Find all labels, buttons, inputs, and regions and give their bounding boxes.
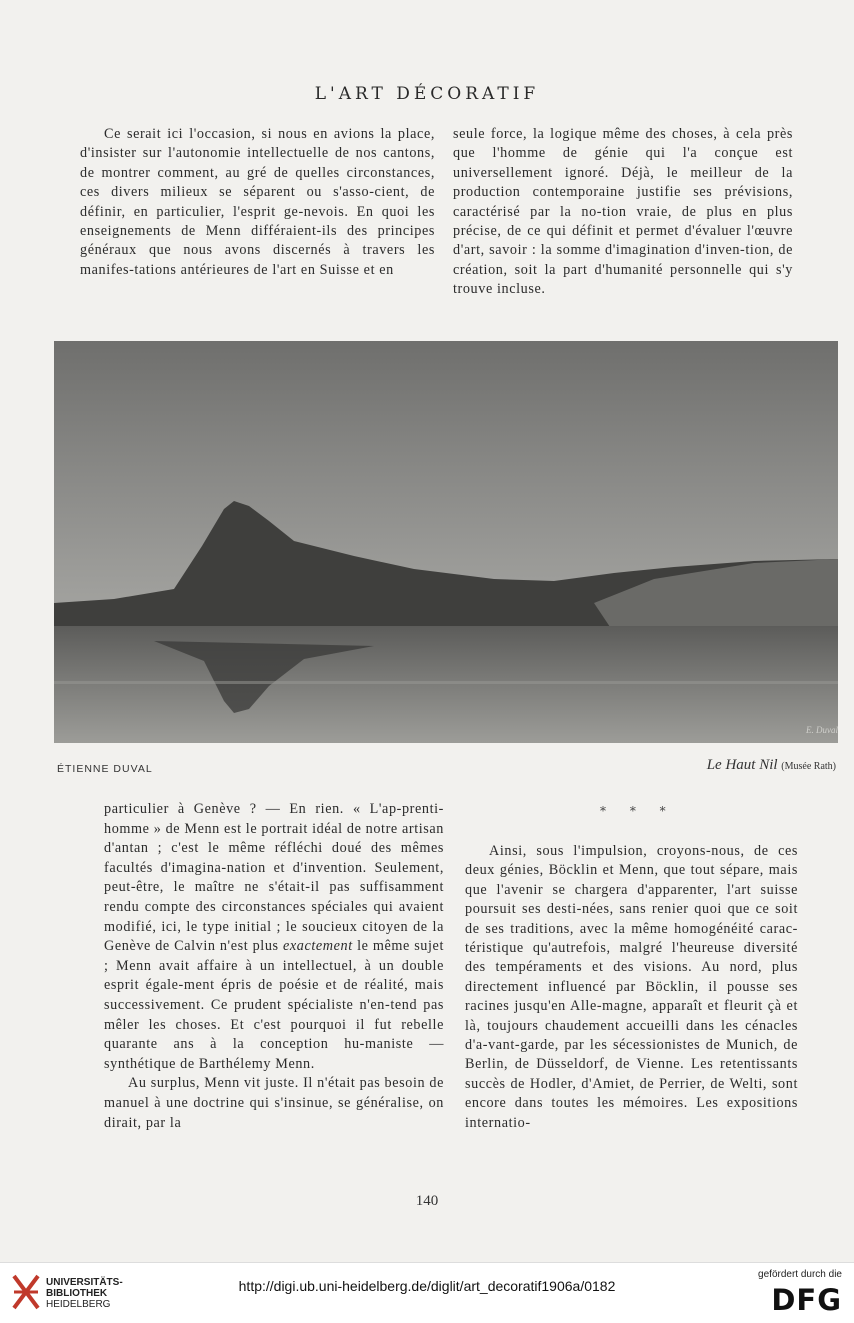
text-run: le même sujet ; Menn avait affaire à un intellectuel, à un double esprit égale-ment épris de poésie et de réalité, mais successivement. Ce prudent spécialiste n'en-tend pas mêler les choses. Et c'est pourquoi il fut rebelle quarante ans à la conception hu-maniste — synthétique de Barthélemy Menn.: [104, 938, 444, 1072]
artist-signature: E. Duval: [806, 725, 838, 735]
paragraph: Ainsi, sous l'impulsion, croyons-nous, de ces deux génies, Böcklin et Menn, que tout sépare, mais que l'avenir se chargera d'apparenter, l'art suisse poursuit ses desti-nées, sans renier quoi que ce soit de ses traditions, avec la même homogénéité carac-téristique qu'autrefois, malgré l'heureuse diversité des tempéraments et des visions. Au nord, plus directement influencé par Böcklin, il pousse ses racines jusqu'en Alle-magne, apparaît et fleurit çà et là, toujours chaudement accueilli dans les cénacles d'a-vant-garde, par les sécessionistes de Munich, de Berlin, de Düsseldorf, de Vienne. Les retentissants succès de Hodler, d'Amiet, de Perrier, de Welti, sont encore dans toutes les mémoires. Les expositions internatio-: [465, 843, 798, 1131]
text-run: particulier à Genève ? — En rien. « L'ap-prenti-homme » de Menn est le portrait idéal de notre artisan d'antan ; c'est le même réfléchi doué des mêmes facultés d'imagina-nation et d'invention. Seulement, peut-être, le maître ne s'était-il pas suffisamment rendu compte des circonstances spéciales qui avaient modifié, ici, le type initial ; le soucieux citoyen de la Genève de Calvin n'est plus: [104, 801, 444, 955]
painting-plate: [54, 341, 838, 743]
plate-artist: ÉTIENNE DUVAL: [57, 763, 153, 775]
page-number: 140: [415, 1193, 439, 1209]
library-name-line: HEIDELBERG: [46, 1299, 111, 1310]
viewer-footer: [0, 1262, 854, 1323]
library-name-line: BIBLIOTHEK: [46, 1288, 108, 1299]
library-name-line: UNIVERSITÄTS-: [46, 1277, 123, 1288]
paragraph: seule force, la logique même des choses, à cela près que l'homme de génie qui l'a conçue est universellement ignoré. Déjà, le meilleur de la production contemporaine justifie ses prévisions, caractérisé par la no-tion vraie, de plus en plus précise, de ce qui définit et permet d'évaluer l'œuvre d'art, savoir : la somme d'imagination d'inven-tion, de création, soit la part d'humanité personnelle qui s'y trouve incluse.: [453, 126, 793, 298]
running-head: L'ART DÉCORATIF: [314, 84, 540, 104]
paragraph: [104, 800, 444, 1074]
emphasis: exactement: [282, 938, 353, 955]
text-column-bottom-left: [104, 800, 444, 1133]
section-break: * * *: [600, 804, 676, 818]
text-column-bottom-right: [465, 842, 798, 1133]
water-streak: [54, 681, 838, 684]
dfg-logo: DFG: [771, 1283, 842, 1317]
text-column-top-left: [80, 125, 435, 280]
plate-title: Le Haut Nil: [706, 757, 778, 773]
text-column-top-right: [453, 125, 793, 300]
permalink-url[interactable]: http://digi.ub.uni-heidelberg.de/diglit/art_decoratif1906a/0182: [238, 1278, 616, 1294]
paragraph: Ce serait ici l'occasion, si nous en avions la place, d'insister sur l'autonomie intellectuelle de nos cantons, de montrer comment, au gré de quelles circonstances, ces divers milieux se séparent ou s'asso-cient, de définir, en particulier, l'esprit ge-nevois. En quoi les enseignements de Menn différaient-ils des principes généraux que nous avons discernés à travers les manifes-tations antérieures de l'art en Suisse et en: [80, 126, 435, 278]
plate-caption: [707, 757, 836, 774]
funding-note: gefördert durch die: [758, 1269, 842, 1280]
paragraph: Au surplus, Menn vit juste. Il n'était pas besoin de manuel à une doctrine qui s'insinue, se généralise, on dirait, par la: [104, 1075, 444, 1131]
plate-collection: (Musée Rath): [781, 761, 836, 772]
landscape-illustration: [54, 341, 838, 743]
